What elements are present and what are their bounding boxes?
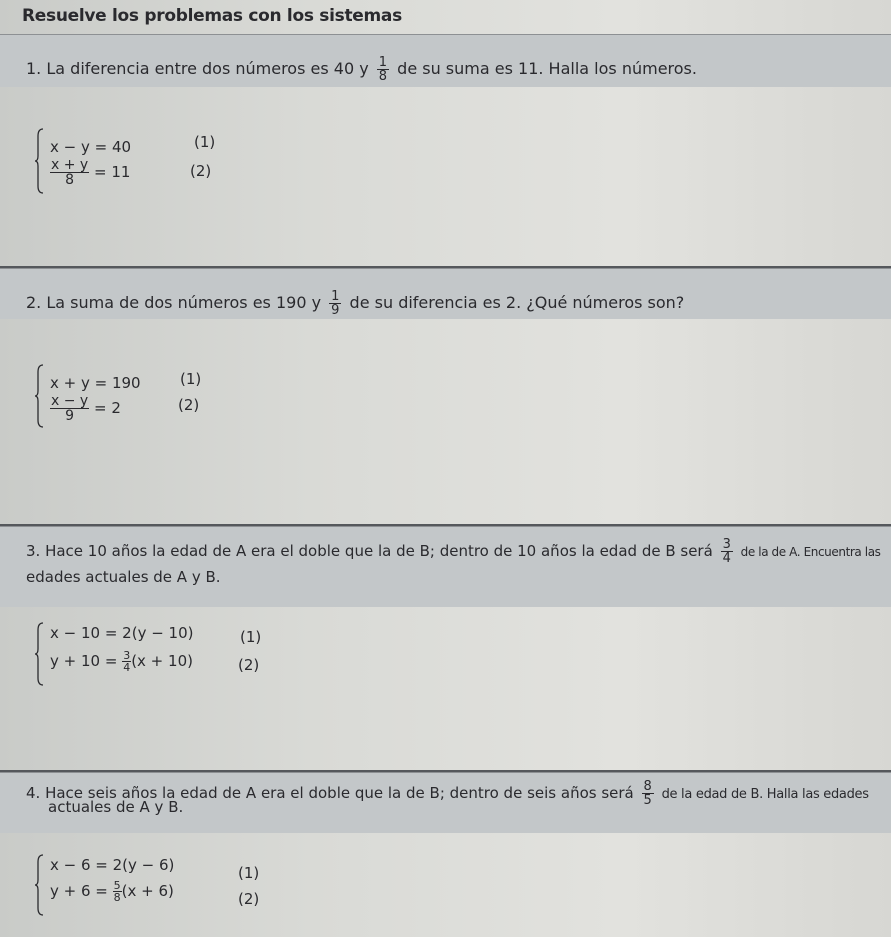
problem-1-equation-2-label: (2) bbox=[190, 162, 212, 180]
problem-4-equation-2-label: (2) bbox=[238, 890, 260, 908]
problem-3-statement-line-2: edades actuales de A y B. bbox=[26, 568, 221, 586]
problem-4-equation-1: x − 6 = 2(y − 6) bbox=[50, 856, 175, 874]
problem-4-equation-2: y + 6 = $\frac{5}{8}$ (x + 6) bbox=[50, 879, 174, 904]
problem-4-statement-line-2: actuales de A y B. bbox=[48, 798, 184, 816]
problem-2-statement: 2. La suma de dos números es 190 y $\frac{1}{9}$ de su diferencia es 2. ¿Qué números son? bbox=[26, 289, 685, 318]
problem-1-equation-2: $\frac{x + y}{8}$ = 11 bbox=[51, 157, 131, 188]
problem-3-equation-2: y + 10 = $\frac{3}{4}$ (x + 10) bbox=[50, 649, 193, 674]
problem-3-equation-1: x − 10 = 2(y − 10) bbox=[50, 624, 194, 642]
instruction-heading: Resuelve los problemas con los sistemas bbox=[22, 6, 402, 26]
problem-2-system bbox=[34, 364, 234, 428]
problem-2-equation-2-label: (2) bbox=[178, 396, 200, 414]
problem-3-equation-2-label: (2) bbox=[238, 656, 260, 674]
problem-3-fraction: $\frac{3}{4}$ bbox=[722, 537, 731, 566]
problem-4-equation-1-label: (1) bbox=[238, 864, 260, 882]
brace-icon bbox=[34, 128, 44, 194]
problem-4-statement: 4. Hace seis años la edad de A era el doble que la de B; dentro de seis años será $\frac{8}{5}$ de la edad de B. Halla las edades bbox=[26, 779, 869, 808]
problem-4-fraction: $\frac{8}{5}$ bbox=[643, 779, 652, 808]
problem-1-equation-1: x − y = 40 bbox=[50, 138, 132, 156]
problem-2-equation-1-label: (1) bbox=[180, 370, 202, 388]
problem-2-equation-2: $\frac{x - y}{9}$ = 2 bbox=[51, 393, 121, 424]
problem-3-equation-1-label: (1) bbox=[240, 628, 262, 646]
problem-3-statement: 3. Hace 10 años la edad de A era el doble que la de B; dentro de 10 años la edad de B será $\frac{3}{4}$ de la de A. Encuentra las bbox=[26, 537, 881, 566]
problem-1-system bbox=[34, 128, 234, 194]
brace-icon bbox=[34, 364, 44, 428]
problem-2-equation-1: x + y = 190 bbox=[50, 374, 141, 392]
problem-1-fraction: $\frac{1}{8}$ bbox=[378, 55, 388, 84]
brace-icon bbox=[34, 622, 44, 686]
brace-icon bbox=[34, 854, 44, 916]
problem-1-statement: 1. La diferencia entre dos números es 40 y $\frac{1}{8}$ de su suma es 11. Halla los números. bbox=[26, 55, 697, 84]
problem-2-fraction: $\frac{1}{9}$ bbox=[331, 289, 340, 318]
problem-3-system bbox=[34, 622, 294, 686]
problem-4-system bbox=[34, 854, 294, 916]
problem-1-equation-1-label: (1) bbox=[194, 133, 216, 151]
